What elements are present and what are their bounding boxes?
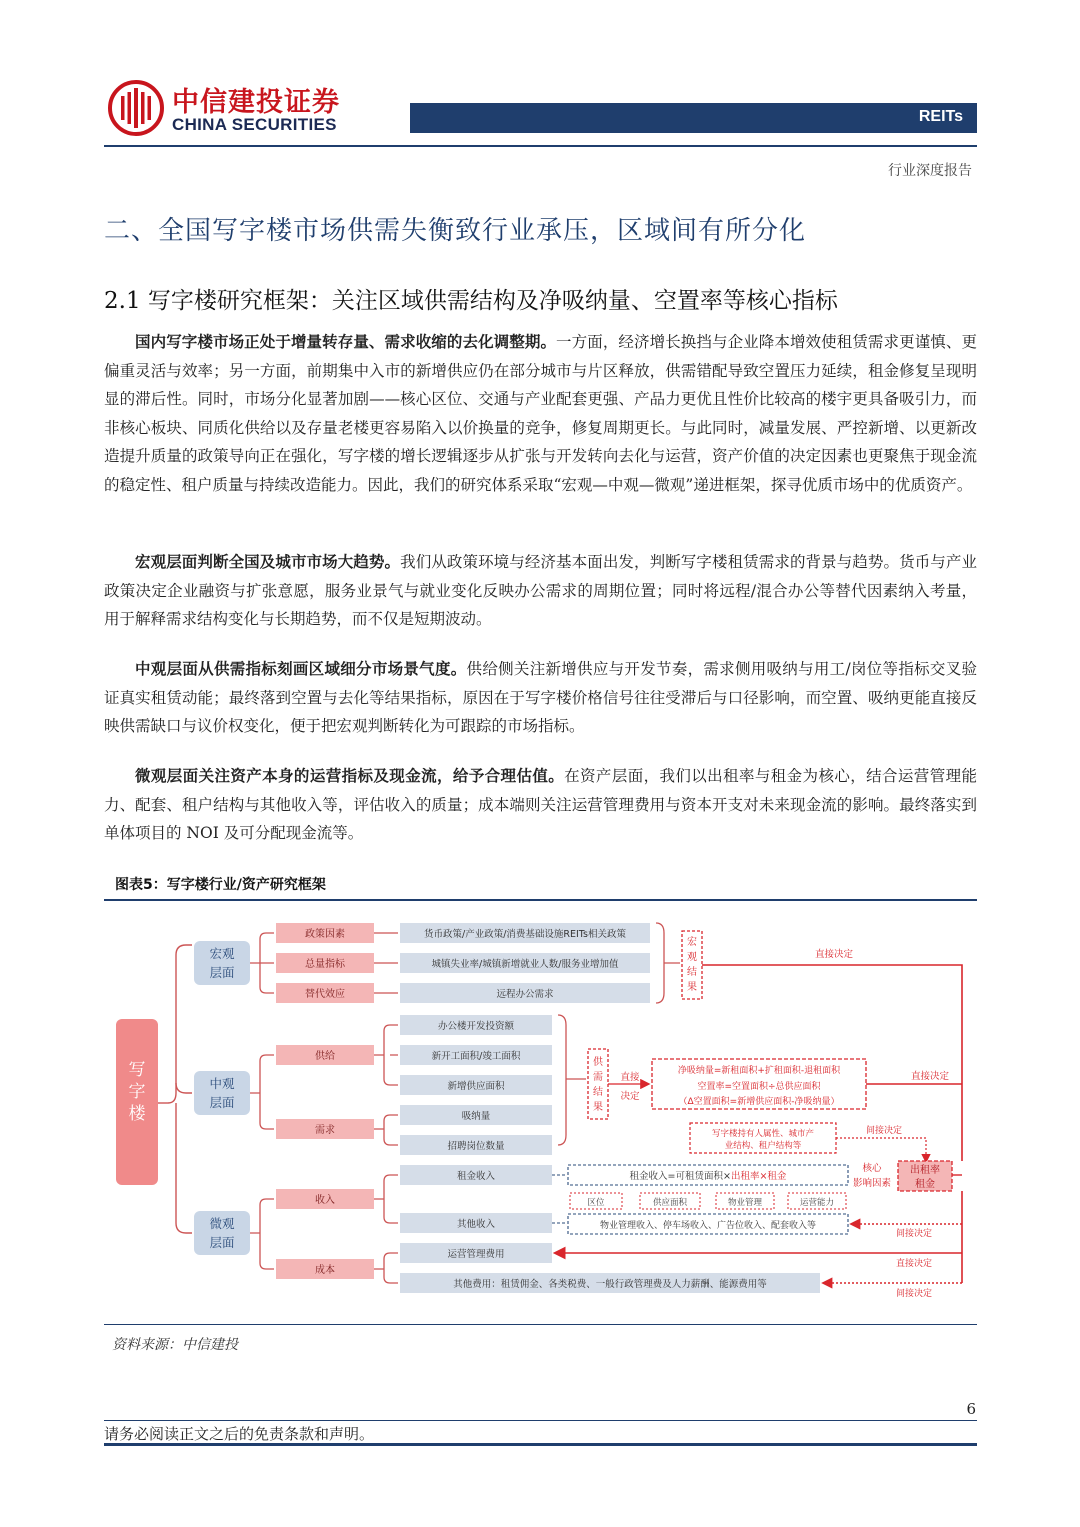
influence-tag: 区位	[587, 1198, 605, 1208]
influence-tag: 运营能力	[799, 1198, 835, 1208]
figure-bottom-rule	[104, 1324, 977, 1325]
page-number: 6	[966, 1400, 976, 1418]
rent-formula-highlight: 出租率×租金	[730, 1171, 787, 1182]
arrow-label: 直接决定	[814, 949, 854, 960]
level-label: 层面	[209, 1235, 235, 1250]
other-income-detail: 物业管理收入、停车场收入、广告位收入、配套收入等	[599, 1221, 817, 1231]
framework-diagram	[104, 903, 977, 1321]
figure-source: 资料来源：中信建投	[112, 1337, 238, 1353]
meso-item: 办公楼开发投资额	[437, 1021, 515, 1032]
paragraph-lead: 微观层面关注资产本身的运营指标及现金流，给予合理估值。	[135, 766, 565, 785]
influence-tag: 物业管理	[727, 1198, 763, 1208]
root-node	[116, 1019, 158, 1185]
macro-factor: 政策因素	[305, 929, 345, 940]
meso-item: 新增供应面积	[447, 1081, 505, 1092]
paragraph-body: 供给侧关注新增供应与开发节奏，需求侧用吸纳与用工/岗位等指标交叉验证真实租赁动能；最终落到空置与去化等结果指标，原因在于写字楼价格信号往往受滞后与口径影响，而空置、吸纳更能直接反映供需缺口与议价权变化，便于把宏观判断转化为可跟踪的市场指标。	[104, 660, 977, 735]
level-label: 层面	[209, 965, 235, 980]
arrow-label: 直接	[620, 1072, 640, 1083]
micro-item: 运营管理费用	[447, 1249, 505, 1260]
figure-caption: 图表5：写字楼行业/资产研究框架	[115, 877, 326, 893]
formula-line: 净吸纳量=新租面积+扩租面积-退租面积	[677, 1066, 841, 1076]
influence-tag: 供应面积	[652, 1198, 688, 1208]
brand-name-en: CHINA SECURITIES	[172, 115, 337, 134]
core-box-label: 租金	[915, 1179, 935, 1190]
subsection-title: 2.1 写字楼研究框架：关注区域供需结构及净吸纳量、空置率等核心指标	[104, 288, 838, 314]
figure-top-rule	[104, 899, 977, 901]
micro-factor: 成本	[315, 1265, 335, 1276]
paragraph-body: 在资产层面，我们以出租率与租金为核心，结合运营管理能力、配套、租户结构与其他收入等，评估收入的质量；成本端则关注运营管理费用与资本开支对未来现金流的影响。最终落实到单体项目的 NOI 及可分配现金流等。	[104, 767, 977, 842]
core-box-label: 出租率	[910, 1165, 940, 1176]
section-title: 二、全国写字楼市场供需失衡致行业承压，区域间有所分化	[104, 216, 807, 246]
footer-divider	[104, 1420, 977, 1421]
formula-line: 空置率=空置面积÷总供应面积	[697, 1082, 821, 1092]
paragraph-lead: 宏观层面判断全国及城市市场大趋势。	[135, 552, 401, 571]
category-label: REITs	[918, 108, 963, 125]
category-bar	[410, 103, 977, 133]
micro-item: 租金收入	[456, 1171, 496, 1182]
paragraph-body: 一方面，经济增长换挡与企业降本增效使租赁需求更谨慎、更偏重灵活与效率；另一方面，前期集中入市的新增供应仍在部分城市与片区释放，供需错配导致空置压力延续，租金修复呈现明显的滞后性。同时，市场分化显著加剧——核心区位、交通与产业配套更强、产品力更优且性价比较高的楼宇更具备吸引力，而非核心板块、同质化供给以及存量老楼更容易陷入以价换量的竞争，修复周期更长。与此同时，减量发展、严控新增、以更新改造提升质量的政策导向正在强化，写字楼的增长逻辑逐步从扩张与开发转向去化与运营，资产价值的决定因素也更聚焦于现金流的稳定性、租户质量与持续改造能力。因此，我们的研究体系采取“宏观—中观—微观”递进框架，探寻优质市场中的优质资产。	[104, 333, 977, 494]
micro-factor: 收入	[315, 1195, 335, 1206]
arrow-label: 间接决定	[865, 1126, 903, 1136]
paragraph	[104, 762, 977, 848]
rent-formula: 租金收入=可租赁面积×	[629, 1171, 731, 1182]
macro-item: 货币政策/产业政策/消费基础设施REITs相关政策	[424, 929, 626, 940]
macro-factor: 替代效应	[305, 989, 345, 1000]
meso-item: 吸纳量	[461, 1111, 491, 1122]
paragraph-lead: 国内写字楼市场正处于增量转存量、需求收缩的去化调整期。	[135, 332, 557, 351]
core-factor-label: 影响因素	[852, 1178, 892, 1189]
paragraph	[104, 328, 977, 499]
arrow-label: 直接决定	[910, 1071, 950, 1082]
brand-name-cn: 中信建投证券	[172, 87, 340, 118]
level-label: 宏观	[209, 946, 235, 961]
level-label: 中观	[209, 1076, 235, 1091]
root-label-1: 写字楼	[128, 1060, 146, 1124]
arrow-label: 决定	[620, 1091, 640, 1102]
paragraph	[104, 548, 977, 634]
meso-factor: 需求	[315, 1125, 335, 1136]
macro-result: 宏观结果	[687, 937, 697, 993]
formula-line: （Δ空置面积=新增供应面积-净吸纳量）	[678, 1097, 840, 1107]
macro-factor: 总量指标	[305, 959, 345, 970]
meso-factor: 供给	[315, 1051, 335, 1062]
level-label: 微观	[209, 1216, 235, 1231]
disclaimer: 请务必阅读正文之后的免责条款和声明。	[104, 1425, 375, 1443]
arrow-label: 间接决定	[895, 1289, 933, 1299]
svg-text:租金收入=可租赁面积×出租率×租金	[630, 1170, 787, 1182]
factor-boxes	[276, 923, 374, 1279]
logo-icon	[108, 80, 164, 136]
meso-item: 新开工面积/竣工面积	[431, 1051, 521, 1062]
arrow-label: 间接决定	[895, 1229, 933, 1239]
macro-item: 城镇失业率/城镇新增就业人数/服务业增加值	[431, 959, 619, 970]
level-label: 层面	[209, 1095, 235, 1110]
micro-item: 其他收入	[456, 1219, 496, 1230]
macro-item: 远程办公需求	[496, 989, 554, 1000]
tenant-note: 业结构、租户结构等	[724, 1141, 802, 1151]
other-cost-detail: 其他费用：租赁佣金、各类税费、一般行政管理费及人力薪酬、能源费用等	[453, 1279, 767, 1290]
report-type: 行业深度报告	[888, 163, 972, 179]
paragraph-lead: 中观层面从供需指标刻画区域细分市场景气度。	[135, 659, 467, 678]
paragraph-body: 我们从政策环境与经济基本面出发，判断写字楼租赁需求的背景与趋势。货币与产业政策决定企业融资与扩张意愿，服务业景气与就业变化反映办公需求的周期位置；同时将远程/混合办公等替代因素纳入考量，用于解释需求结构变化与长期趋势，而不仅是短期波动。	[104, 553, 977, 628]
tenant-note: 写字楼持有人属性、城市产	[711, 1129, 815, 1139]
footer-bar	[104, 1443, 977, 1446]
paragraph	[104, 655, 977, 741]
meso-item: 招聘岗位数量	[447, 1141, 505, 1152]
arrow-label: 直接决定	[895, 1259, 933, 1269]
meso-result: 供需结果	[593, 1057, 603, 1113]
core-factor-label: 核心	[862, 1163, 882, 1174]
header-divider	[104, 145, 977, 147]
